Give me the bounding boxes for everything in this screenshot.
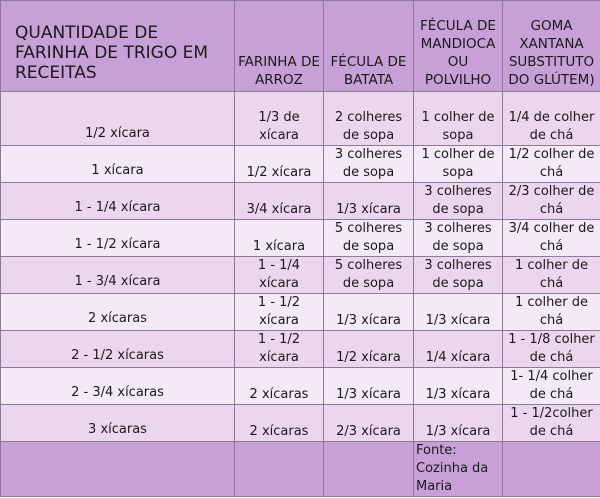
rice-flour-cell: 3/4 xícara — [235, 183, 324, 220]
xanthan-gum-cell: 1 colher de chá — [503, 294, 600, 331]
wheat-flour-cell: 1 xícara — [1, 146, 235, 183]
table-row — [1, 257, 600, 294]
table-row — [1, 146, 600, 183]
rice-flour-cell: 2 xícaras — [235, 368, 324, 405]
potato-starch-cell: 5 colheres de sopa — [324, 220, 414, 257]
rice-flour-cell: 1 xícara — [235, 220, 324, 257]
cassava-starch-cell: 1/3 xícara — [414, 405, 503, 442]
wheat-flour-cell: 2 - 1/2 xícaras — [1, 331, 235, 368]
cassava-starch-cell: 3 colheres de sopa — [414, 183, 503, 220]
footer-empty-cell — [324, 442, 414, 497]
cassava-starch-cell: 1/3 xícara — [414, 368, 503, 405]
source-credit: Fonte: Cozinha da Maria — [414, 442, 503, 497]
footer-empty-cell — [503, 442, 600, 497]
cassava-starch-cell: 1 colher de sopa — [414, 146, 503, 183]
xanthan-gum-cell: 1/2 colher de chá — [503, 146, 600, 183]
potato-starch-cell: 5 colheres de sopa — [324, 257, 414, 294]
header-row — [1, 1, 600, 92]
header-rice-flour: FARINHA DE ARROZ — [235, 1, 324, 92]
table-row — [1, 220, 600, 257]
cassava-starch-cell: 1 colher de sopa — [414, 92, 503, 146]
rice-flour-cell: 1/3 de xícara — [235, 92, 324, 146]
xanthan-gum-cell: 2/3 colher de chá — [503, 183, 600, 220]
header-potato-starch: FÉCULA DE BATATA — [324, 1, 414, 92]
xanthan-gum-cell: 1 - 1/8 colher de chá — [503, 331, 600, 368]
header-xanthan-gum: GOMA XANTANA SUBSTITUTO DO GLÚTEM) — [503, 1, 600, 92]
xanthan-gum-cell: 1- 1/4 colher de chá — [503, 368, 600, 405]
wheat-flour-cell: 1/2 xícara — [1, 92, 235, 146]
potato-starch-cell: 1/3 xícara — [324, 368, 414, 405]
footer-row — [1, 442, 600, 497]
wheat-flour-cell: 2 xícaras — [1, 294, 235, 331]
potato-starch-cell: 3 colheres de sopa — [324, 146, 414, 183]
footer-empty-cell — [235, 442, 324, 497]
footer-empty-cell — [1, 442, 235, 497]
potato-starch-cell: 1/2 xícara — [324, 331, 414, 368]
table-row — [1, 183, 600, 220]
wheat-flour-cell: 2 - 3/4 xícaras — [1, 368, 235, 405]
table-row — [1, 92, 600, 146]
xanthan-gum-cell: 1 - 1/2colher de chá — [503, 405, 600, 442]
cassava-starch-cell: 1/4 xícara — [414, 331, 503, 368]
xanthan-gum-cell: 1 colher de chá — [503, 257, 600, 294]
rice-flour-cell: 2 xícaras — [235, 405, 324, 442]
wheat-flour-cell: 1 - 3/4 xícara — [1, 257, 235, 294]
potato-starch-cell: 2/3 xícara — [324, 405, 414, 442]
cassava-starch-cell: 3 colheres de sopa — [414, 220, 503, 257]
potato-starch-cell: 1/3 xícara — [324, 183, 414, 220]
table-row — [1, 405, 600, 442]
wheat-flour-cell: 1 - 1/2 xícara — [1, 220, 235, 257]
rice-flour-cell: 1 - 1/2 xícara — [235, 294, 324, 331]
potato-starch-cell: 2 colheres de sopa — [324, 92, 414, 146]
cassava-starch-cell: 1/3 xícara — [414, 294, 503, 331]
rice-flour-cell: 1 - 1/2 xícara — [235, 331, 324, 368]
potato-starch-cell: 1/3 xícara — [324, 294, 414, 331]
header-cassava-starch: FÉCULA DE MANDIOCA OU POLVILHO — [414, 1, 503, 92]
cassava-starch-cell: 3 colheres de sopa — [414, 257, 503, 294]
xanthan-gum-cell: 1/4 de colher de chá — [503, 92, 600, 146]
wheat-flour-cell: 3 xícaras — [1, 405, 235, 442]
table-row — [1, 294, 600, 331]
wheat-flour-cell: 1 - 1/4 xícara — [1, 183, 235, 220]
header-title: QUANTIDADE DE FARINHA DE TRIGO EM RECEITAS — [1, 1, 235, 92]
table-row — [1, 368, 600, 405]
xanthan-gum-cell: 3/4 colher de chá — [503, 220, 600, 257]
rice-flour-cell: 1/2 xícara — [235, 146, 324, 183]
rice-flour-cell: 1 - 1/4 xícara — [235, 257, 324, 294]
table-row — [1, 331, 600, 368]
